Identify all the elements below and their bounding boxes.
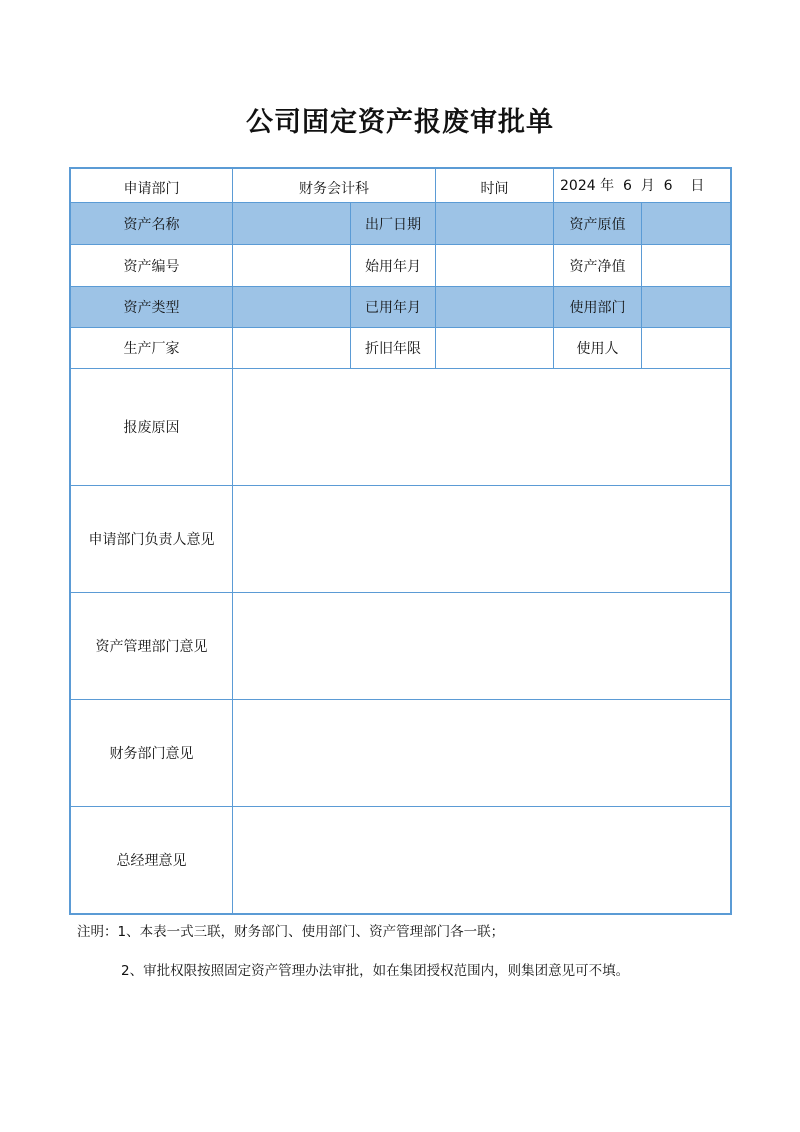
label-used-duration: 已用年月 xyxy=(365,300,421,316)
label-gm-opinion: 总经理意见 xyxy=(116,853,187,869)
field-start-use-date[interactable] xyxy=(436,245,553,286)
label-net-value: 资产净值 xyxy=(569,258,626,275)
label-apply-dept: 申请部门 xyxy=(123,180,180,197)
field-asset-type[interactable] xyxy=(233,287,350,327)
field-manufacturer[interactable] xyxy=(233,328,350,368)
field-gm-opinion[interactable] xyxy=(233,807,730,913)
label-asset-type: 资产类型 xyxy=(123,300,180,316)
label-scrap-reason: 报废原因 xyxy=(123,420,180,436)
note-line-1: 注明：1、本表一式三联，财务部门、使用部门、资产管理部门各一联； xyxy=(77,924,505,940)
label-manufacturer: 生产厂家 xyxy=(123,341,180,357)
label-using-dept: 使用部门 xyxy=(569,300,626,316)
label-depreciation-years: 折旧年限 xyxy=(365,341,421,357)
label-start-use-date: 始用年月 xyxy=(365,258,421,275)
field-manufacture-date[interactable] xyxy=(436,203,553,244)
note-line-2: 2、审批权限按照固定资产管理办法审批，如在集团授权范围内，则集团意见可不填。 xyxy=(121,963,630,979)
label-user: 使用人 xyxy=(576,341,619,357)
field-user[interactable] xyxy=(642,328,730,368)
label-asset-number: 资产编号 xyxy=(123,258,180,275)
value-time[interactable]: 2024 年 6 月 6 日 xyxy=(560,177,705,194)
field-asset-number[interactable] xyxy=(233,245,350,286)
label-time: 时间 xyxy=(480,180,509,197)
field-scrap-reason[interactable] xyxy=(233,369,730,485)
form-title: 公司固定资产报废审批单 xyxy=(246,107,554,138)
label-manufacture-date: 出厂日期 xyxy=(365,216,421,233)
field-depreciation-years[interactable] xyxy=(436,328,553,368)
value-apply-dept[interactable]: 财务会计科 xyxy=(299,180,369,197)
field-using-dept[interactable] xyxy=(642,287,730,327)
field-used-duration[interactable] xyxy=(436,287,553,327)
label-dept-head-opinion: 申请部门负责人意见 xyxy=(88,532,215,548)
field-asset-mgmt-opinion[interactable] xyxy=(233,593,730,699)
label-asset-name: 资产名称 xyxy=(123,216,180,233)
label-asset-mgmt-opinion: 资产管理部门意见 xyxy=(95,639,208,655)
field-asset-name[interactable] xyxy=(233,203,350,244)
label-original-value: 资产原值 xyxy=(569,216,626,233)
field-net-value[interactable] xyxy=(642,245,730,286)
field-finance-opinion[interactable] xyxy=(233,700,730,806)
label-finance-opinion: 财务部门意见 xyxy=(109,746,194,762)
field-dept-head-opinion[interactable] xyxy=(233,486,730,592)
field-original-value[interactable] xyxy=(642,203,730,244)
